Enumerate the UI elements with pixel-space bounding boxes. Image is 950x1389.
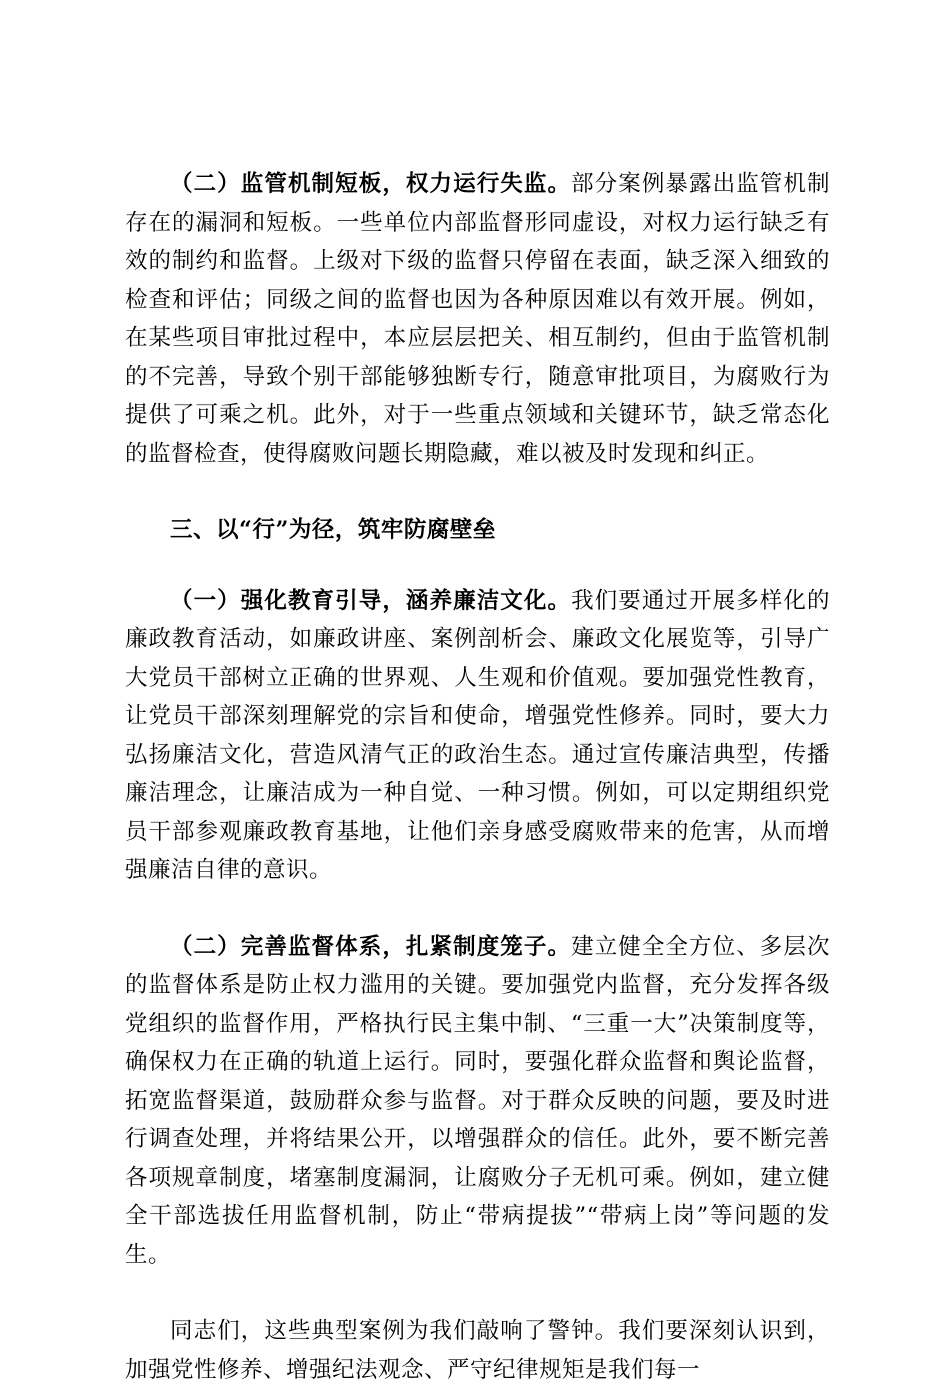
paragraph-spacer: [125, 890, 830, 928]
paragraph-text-education: 我们要通过开展多样化的廉政教育活动，如廉政讲座、案例剖析会、廉政文化展览等，引导广大党员干部树立正确的世界观、人生观和价值观。要加强党性教育，让党员干部深刻理解党的宗旨和使命，增强党性修养。同时，要大力弘扬廉洁文化，营造风清气正的政治生态。通过宣传廉洁典型，传播廉洁理念，让廉洁成为一种自觉、一种习惯。例如，可以定期组织党员干部参观廉政教育基地，让他们亲身感受腐败带来的危害，从而增强廉洁自律的意识。: [125, 587, 830, 883]
paragraph-lead-system: （二）完善监督体系，扎紧制度笼子。: [170, 933, 572, 960]
paragraph-text-supervision: 部分案例暴露出监管机制存在的漏洞和短板。一些单位内部监督形同虚设，对权力运行缺乏有效的制约和监督。上级对下级的监督只停留在表面，缺乏深入细致的检查和评估；同级之间的监督也因为各种原因难以有效开展。例如，在某些项目审批过程中，本应层层把关、相互制约，但由于监管机制的不完善，导致个别干部能够独断专行，随意审批项目，为腐败行为提供了可乘之机。此外，对于一些重点领域和关键环节，缺乏常态化的监督检查，使得腐败问题长期隐藏，难以被及时发现和纠正。: [125, 171, 830, 467]
paragraph-spacer: [125, 550, 830, 582]
paragraph-supervision-system: [125, 928, 830, 1275]
paragraph-supervision-weakness: [125, 165, 830, 473]
document-body: [125, 165, 830, 1389]
paragraph-education: [125, 582, 830, 890]
paragraph-lead-education: （一）强化教育引导，涵养廉洁文化。: [170, 587, 572, 614]
paragraph-lead-supervision: （二）监管机制短板，权力运行失监。: [170, 171, 572, 197]
paragraph-spacer: [125, 473, 830, 511]
section-heading: 三、以“行”为径，筑牢防腐壁垒: [170, 517, 496, 543]
paragraph-text-system: 建立健全全方位、多层次的监督体系是防止权力滥用的关键。要加强党内监督，充分发挥各级党组织的监督作用，严格执行民主集中制、“三重一大”决策制度等，确保权力在正确的轨道上运行。同时，要强化群众监督和舆论监督，拓宽监督渠道，鼓励群众参与监督。对于群众反映的问题，要及时进行调查处理，并将结果公开，以增强群众的信任。此外，要不断完善各项规章制度，堵塞制度漏洞，让腐败分子无机可乘。例如，建立健全干部选拔任用监督机制，防止“带病提拔”“带病上岗”等问题的发生。: [125, 933, 830, 1268]
paragraph-text-closing: 同志们，这些典型案例为我们敲响了警钟。我们要深刻认识到，加强党性修养、增强纪法观念、严守纪律规矩是我们每一: [125, 1318, 830, 1383]
paragraph-closing: [125, 1312, 830, 1389]
paragraph-spacer: [125, 1274, 830, 1312]
